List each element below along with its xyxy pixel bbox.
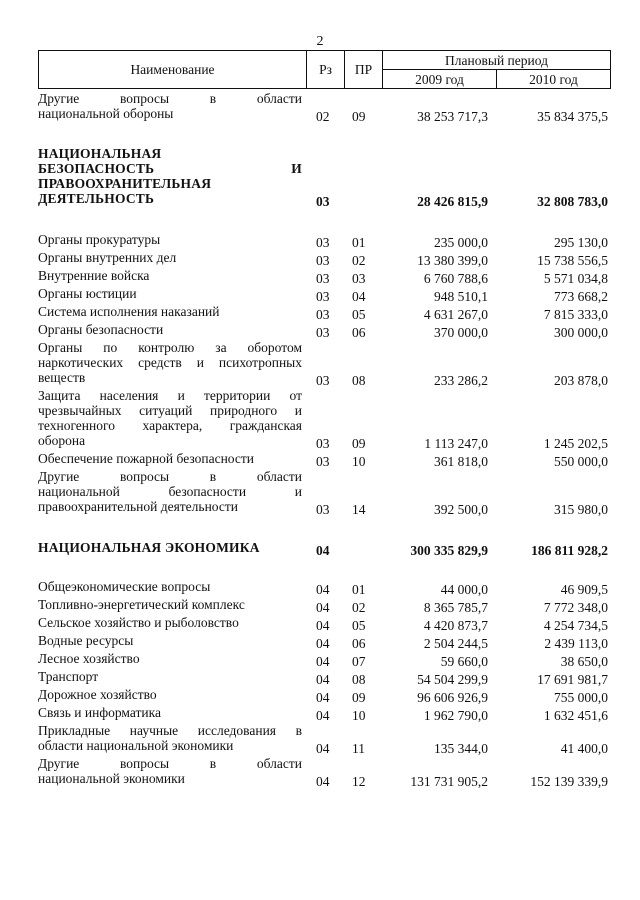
row-rz: 04 [316, 654, 330, 669]
row-rz: 03 [316, 502, 330, 517]
row-value-2009: 44 000,0 [440, 582, 488, 597]
row-value-2010: 7 772 348,0 [543, 600, 608, 615]
row-pr: 10 [352, 708, 366, 723]
row-name [38, 146, 302, 206]
row-name [38, 304, 302, 319]
row-pr: 07 [352, 654, 366, 669]
row-rz: 02 [316, 109, 330, 124]
row-value-2009: 235 000,0 [434, 235, 488, 250]
row-name-line: национальной безопасности и [38, 484, 302, 499]
row-value-2009: 59 660,0 [440, 654, 488, 669]
table-row [0, 388, 640, 451]
row-rz: 04 [316, 708, 330, 723]
row-rz: 03 [316, 289, 330, 304]
table-row [0, 232, 640, 250]
row-rz: 03 [316, 325, 330, 340]
row-rz: 04 [316, 690, 330, 705]
row-name [38, 451, 302, 466]
row-pr: 05 [352, 307, 366, 322]
row-value-2009: 2 504 244,5 [423, 636, 488, 651]
row-name-line: правоохранительной деятельности [38, 499, 238, 514]
row-name [38, 723, 302, 753]
row-value-2009: 131 731 905,2 [410, 774, 488, 789]
page-number: 2 [316, 34, 324, 49]
row-value-2010: 315 980,0 [554, 502, 608, 517]
row-name-line: Органы внутренних дел [38, 250, 177, 265]
row-rz: 03 [316, 373, 330, 388]
row-name [38, 756, 302, 786]
row-name-line: Водные ресурсы [38, 633, 134, 648]
row-value-2009: 948 510,1 [434, 289, 488, 304]
row-rz: 03 [316, 253, 330, 268]
row-pr: 03 [352, 271, 366, 286]
row-name-line: ПРАВООХРАНИТЕЛЬНАЯ [38, 176, 212, 191]
row-rz: 03 [316, 235, 330, 250]
row-rz: 03 [316, 194, 330, 209]
header-year-2010: 2010 год [497, 70, 611, 89]
row-value-2010: 550 000,0 [554, 454, 608, 469]
table-row [0, 322, 640, 340]
row-name [38, 388, 302, 448]
row-pr: 02 [352, 253, 366, 268]
header-year-2009: 2009 год [383, 70, 497, 89]
row-name-line: области национальной экономики [38, 738, 234, 753]
table-row [0, 756, 640, 789]
header-rz: Рз [307, 51, 345, 89]
row-pr: 06 [352, 325, 366, 340]
table-row [0, 340, 640, 388]
row-name-line: НАЦИОНАЛЬНАЯ [38, 146, 162, 161]
row-value-2009: 1 113 247,0 [424, 436, 488, 451]
row-value-2010: 773 668,2 [554, 289, 608, 304]
row-name-line: Другие вопросы в области [38, 91, 302, 106]
row-name-line: НАЦИОНАЛЬНАЯ ЭКОНОМИКА [38, 540, 260, 555]
row-value-2010: 38 650,0 [560, 654, 608, 669]
row-value-2009: 233 286,2 [434, 373, 488, 388]
row-name-line: Обеспечение пожарной безопасности [38, 451, 255, 466]
row-name [38, 469, 302, 514]
row-name-line: Общеэкономические вопросы [38, 579, 211, 594]
row-pr: 12 [352, 774, 366, 789]
row-name-line: Внутренние войска [38, 268, 150, 283]
row-value-2010: 152 139 339,9 [530, 774, 608, 789]
row-value-2010: 32 808 783,0 [537, 194, 608, 209]
row-value-2009: 135 344,0 [434, 741, 488, 756]
row-pr: 06 [352, 636, 366, 651]
row-value-2010: 41 400,0 [560, 741, 608, 756]
row-name-line: Лесное хозяйство [38, 651, 140, 666]
row-name [38, 615, 302, 630]
row-pr: 08 [352, 373, 366, 388]
row-value-2009: 38 253 717,3 [417, 109, 488, 124]
row-pr: 02 [352, 600, 366, 615]
row-pr: 10 [352, 454, 366, 469]
row-rz: 03 [316, 307, 330, 322]
row-name [38, 232, 302, 247]
row-rz: 03 [316, 436, 330, 451]
row-rz: 04 [316, 600, 330, 615]
row-name [38, 540, 302, 555]
row-rz: 03 [316, 454, 330, 469]
row-name-line: БЕЗОПАСНОСТЬ И [38, 161, 302, 176]
table-row [0, 597, 640, 615]
header-pr: ПР [345, 51, 383, 89]
row-rz: 04 [316, 636, 330, 651]
row-name-line: Связь и информатика [38, 705, 161, 720]
table-row [0, 669, 640, 687]
row-pr: 09 [352, 109, 366, 124]
row-name-line: ДЕЯТЕЛЬНОСТЬ [38, 191, 155, 206]
row-name-line: веществ [38, 370, 86, 385]
row-name-line: Сельское хозяйство и рыболовство [38, 615, 239, 630]
table-row [0, 250, 640, 268]
table-row [0, 286, 640, 304]
row-value-2010: 203 878,0 [554, 373, 608, 388]
budget-rows [0, 91, 640, 789]
header-planned-period: Плановый период [383, 51, 611, 70]
row-value-2010: 15 738 556,5 [537, 253, 608, 268]
table-row [0, 146, 640, 209]
row-value-2009: 4 631 267,0 [423, 307, 488, 322]
row-pr: 14 [352, 502, 366, 517]
row-pr: 09 [352, 690, 366, 705]
row-name [38, 597, 302, 612]
row-pr: 08 [352, 672, 366, 687]
table-row [0, 268, 640, 286]
row-name [38, 268, 302, 283]
row-name-line: Органы прокуратуры [38, 232, 161, 247]
row-name-line: техногенного характера, гражданская [38, 418, 302, 433]
row-rz: 04 [316, 582, 330, 597]
row-pr: 01 [352, 235, 366, 250]
row-pr: 11 [352, 741, 365, 756]
row-name [38, 687, 302, 702]
row-pr: 05 [352, 618, 366, 633]
row-name [38, 669, 302, 684]
row-value-2010: 46 909,5 [560, 582, 608, 597]
row-pr: 09 [352, 436, 366, 451]
table-row [0, 633, 640, 651]
table-row [0, 723, 640, 756]
table-row [0, 615, 640, 633]
row-value-2009: 370 000,0 [434, 325, 488, 340]
row-value-2010: 7 815 333,0 [543, 307, 608, 322]
table-row [0, 91, 640, 124]
row-rz: 04 [316, 672, 330, 687]
row-name-line: национальной обороны [38, 106, 174, 121]
row-value-2010: 17 691 981,7 [537, 672, 608, 687]
row-value-2010: 5 571 034,8 [543, 271, 608, 286]
row-name [38, 651, 302, 666]
row-rz: 04 [316, 774, 330, 789]
row-name-line: Другие вопросы в области [38, 469, 302, 484]
row-value-2010: 4 254 734,5 [543, 618, 608, 633]
table-row [0, 579, 640, 597]
row-rz: 04 [316, 741, 330, 756]
table-row [0, 451, 640, 469]
row-name-line: Другие вопросы в области [38, 756, 302, 771]
header-name: Наименование [39, 51, 307, 89]
table-row [0, 304, 640, 322]
row-rz: 04 [316, 618, 330, 633]
row-pr: 04 [352, 289, 366, 304]
row-name-line: Органы безопасности [38, 322, 164, 337]
row-value-2009: 28 426 815,9 [417, 194, 488, 209]
row-name [38, 322, 302, 337]
row-value-2010: 755 000,0 [554, 690, 608, 705]
row-name [38, 91, 302, 121]
row-value-2009: 392 500,0 [434, 502, 488, 517]
row-value-2009: 54 504 299,9 [417, 672, 488, 687]
row-name-line: чрезвычайных ситуаций природного и [38, 403, 302, 418]
table-row [0, 469, 640, 517]
row-value-2009: 4 420 873,7 [423, 618, 488, 633]
row-name-line: Транспорт [38, 669, 99, 684]
row-rz: 03 [316, 271, 330, 286]
row-name-line: Дорожное хозяйство [38, 687, 157, 702]
table-row [0, 651, 640, 669]
row-name [38, 340, 302, 385]
table-row [0, 705, 640, 723]
row-name [38, 705, 302, 720]
row-name [38, 286, 302, 301]
row-name-line: наркотических средств и психотропных [38, 355, 302, 370]
row-value-2010: 295 130,0 [554, 235, 608, 250]
row-name [38, 579, 302, 594]
row-value-2009: 1 962 790,0 [423, 708, 488, 723]
row-name-line: Система исполнения наказаний [38, 304, 220, 319]
row-value-2009: 361 818,0 [434, 454, 488, 469]
row-name-line: Органы юстиции [38, 286, 137, 301]
row-value-2010: 1 632 451,6 [543, 708, 608, 723]
row-name-line: оборона [38, 433, 86, 448]
row-name-line: Защита населения и территории от [38, 388, 302, 403]
row-value-2010: 35 834 375,5 [537, 109, 608, 124]
row-rz: 04 [316, 543, 330, 558]
row-name [38, 633, 302, 648]
row-value-2010: 186 811 928,2 [531, 543, 608, 558]
row-value-2009: 8 365 785,7 [423, 600, 488, 615]
row-name-line: национальной экономики [38, 771, 185, 786]
row-name-line: Прикладные научные исследования в [38, 723, 302, 738]
row-value-2009: 300 335 829,9 [410, 543, 488, 558]
row-value-2009: 6 760 788,6 [423, 271, 488, 286]
table-row [0, 540, 640, 558]
row-value-2010: 300 000,0 [554, 325, 608, 340]
table-header [38, 50, 611, 89]
row-name-line: Топливно-энергетический комплекс [38, 597, 245, 612]
row-value-2009: 13 380 399,0 [417, 253, 488, 268]
row-value-2010: 1 245 202,5 [543, 436, 608, 451]
row-pr: 01 [352, 582, 366, 597]
row-value-2010: 2 439 113,0 [544, 636, 608, 651]
table-row [0, 687, 640, 705]
row-name [38, 250, 302, 265]
row-value-2009: 96 606 926,9 [417, 690, 488, 705]
row-name-line: Органы по контролю за оборотом [38, 340, 302, 355]
